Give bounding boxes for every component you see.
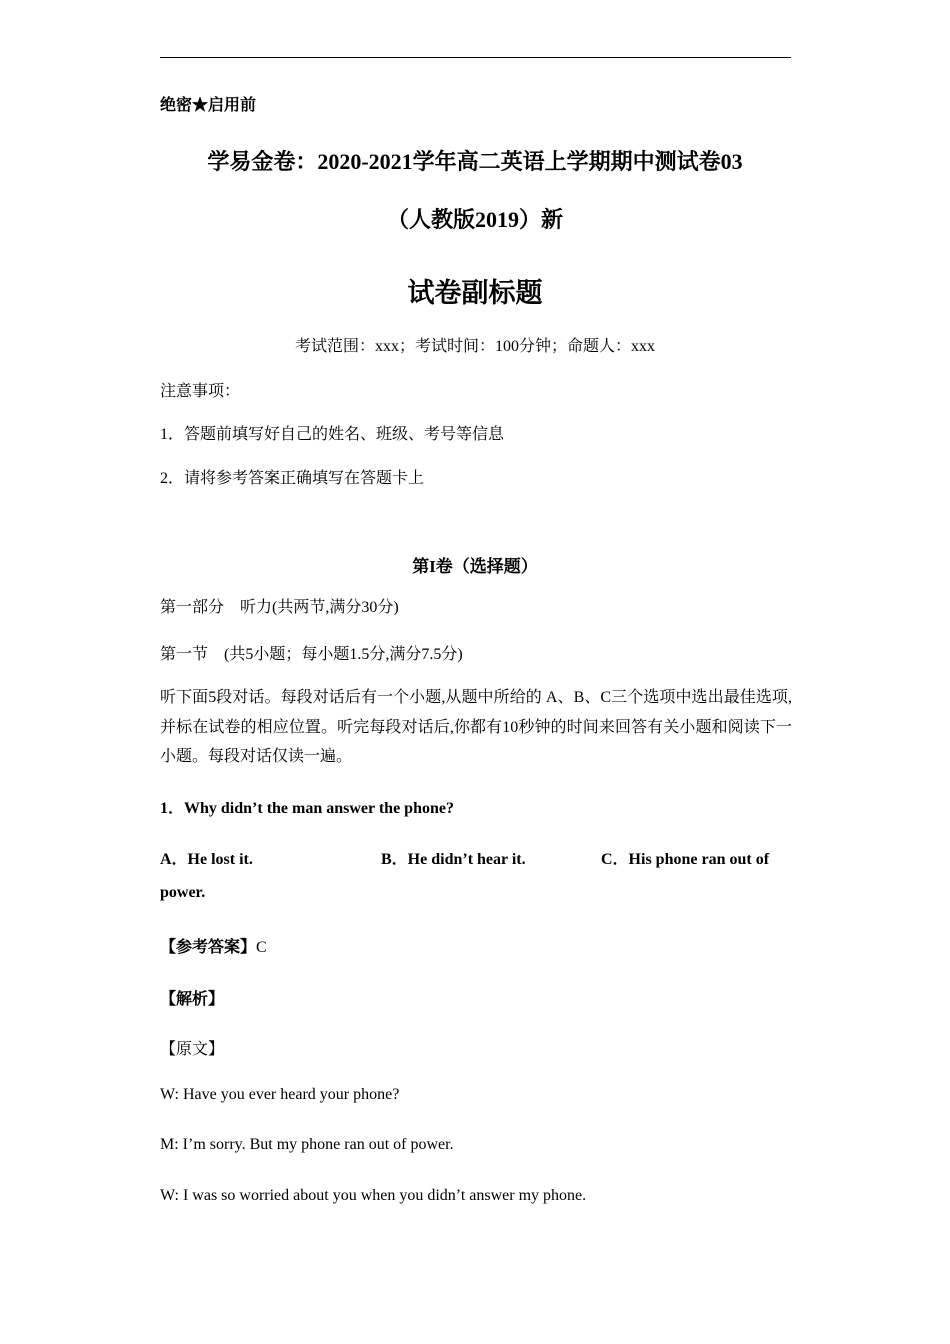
- answer-value: C: [256, 939, 267, 956]
- part-title: 第一部分 听力(共两节,满分30分): [160, 599, 399, 616]
- option-c-continued: power.: [160, 884, 206, 901]
- secret-label: 绝密★启用前: [160, 97, 257, 114]
- option-c: C．His phone ran out of: [601, 851, 770, 868]
- dialogue-line-3: W: I was so worried about you when you didn’t answer my phone.: [160, 1187, 587, 1204]
- title-line-1: 学易金卷：2020-2021学年高二英语上学期期中测试卷03: [207, 149, 743, 174]
- answer-line: [160, 934, 267, 957]
- notice-item-2: 2．请将参考答案正确填写在答题卡上: [160, 470, 425, 487]
- exam-info: 考试范围：xxx；考试时间：100分钟；命题人：xxx: [294, 338, 655, 355]
- original-text-label: 【原文】: [160, 1041, 225, 1058]
- header-rule: [160, 57, 791, 58]
- analysis-label: 【解析】: [160, 991, 225, 1008]
- volume-title: 第I卷（选择题）: [412, 557, 538, 576]
- paper-subtitle: 试卷副标题: [407, 278, 543, 308]
- option-b: B．He didn’t hear it.: [381, 851, 526, 868]
- notice-item-1: 1．答题前填写好自己的姓名、班级、考号等信息: [160, 426, 505, 443]
- notice-heading: 注意事项：: [160, 383, 241, 400]
- listening-instructions: 听下面5段对话。每段对话后有一个小题,从题中所给的 A、B、C三个选项中选出最佳选项,并标在试卷的相应位置。听完每段对话后,你都有10秒钟的时间来回答有关小题和阅读下一小题。每段对话仅读一遍。: [160, 689, 792, 765]
- dialogue-line-1: W: Have you ever heard your phone?: [160, 1086, 400, 1103]
- dialogue-line-2: M: I’m sorry. But my phone ran out of power.: [160, 1136, 454, 1153]
- option-a: A．He lost it.: [160, 851, 253, 868]
- question-stem: 1．Why didn’t the man answer the phone?: [160, 800, 454, 817]
- subsection-title: 第一节 (共5小题；每小题1.5分,满分7.5分): [160, 646, 463, 663]
- answer-label: 【参考答案】: [160, 939, 257, 956]
- title-line-2: （人教版2019）新: [386, 207, 563, 232]
